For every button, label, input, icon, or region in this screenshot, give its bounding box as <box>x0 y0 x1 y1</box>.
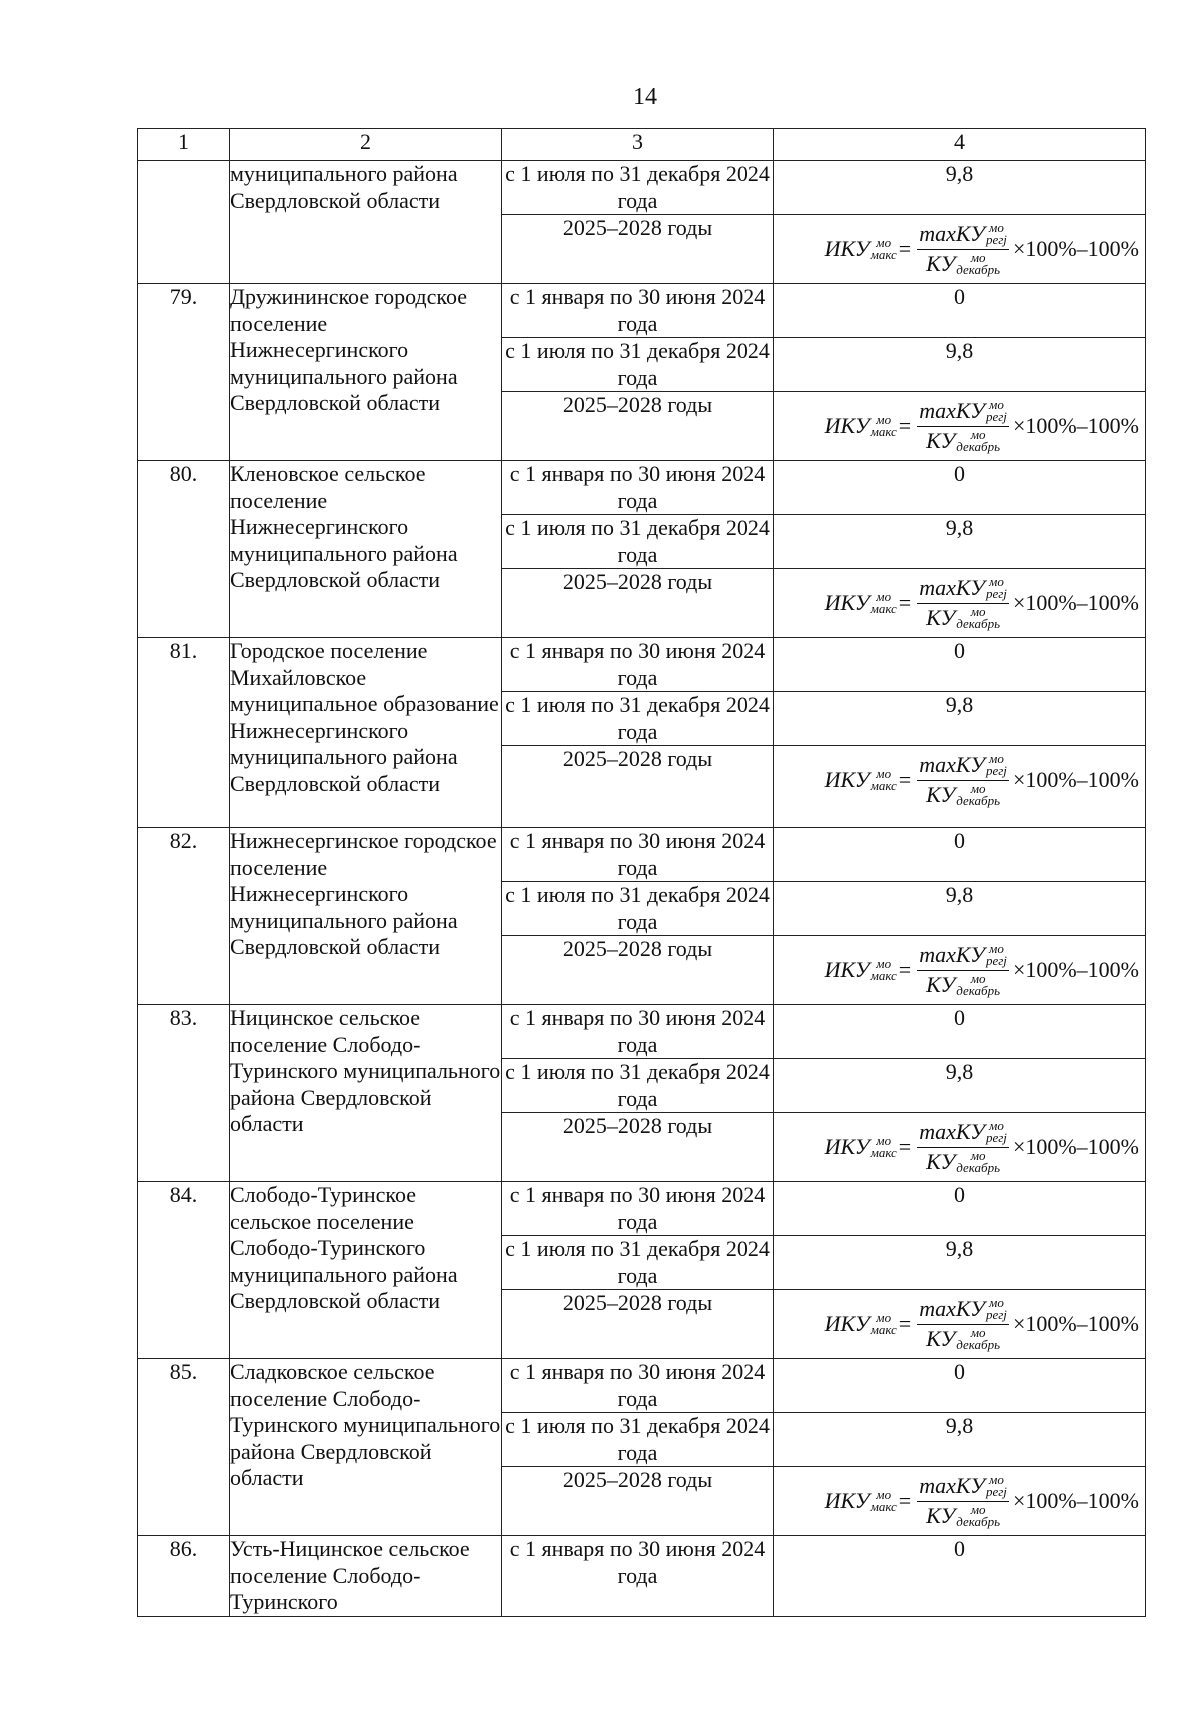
formula-tail: ×100%–100% <box>1012 956 1139 982</box>
formula-lhs-sub: макс <box>870 1145 897 1160</box>
formula-cell <box>774 1290 1146 1359</box>
period-cell: с 1 июля по 31 декабря 2024 года <box>502 692 774 746</box>
formula-fraction <box>917 221 1009 277</box>
formula-den-sub: декабрь <box>956 1159 1000 1175</box>
formula-denominator: КУ <box>926 1325 956 1351</box>
formula-fraction <box>917 575 1009 631</box>
period-cell: с 1 июля по 31 декабря 2024 года <box>502 515 774 569</box>
period-cell: с 1 июля по 31 декабря 2024 года <box>502 1413 774 1467</box>
index-formula <box>774 936 1145 998</box>
formula-lhs-sup: мо <box>876 412 892 427</box>
formula-lhs-sup: мо <box>876 1133 892 1148</box>
period-cell: 2025–2028 годы <box>502 1290 774 1359</box>
formula-eq: = <box>898 412 912 438</box>
formula-numerator: maxКУ <box>919 221 985 246</box>
formula-num-sub: регj <box>985 1307 1007 1323</box>
formula-lhs-sup: мо <box>876 956 892 971</box>
formula-fraction <box>917 942 1009 998</box>
formula-lhs-sup: мо <box>876 235 892 250</box>
formula-lhs-sup: мо <box>876 1310 892 1325</box>
formula-cell <box>774 569 1146 638</box>
index-formula <box>774 1113 1145 1175</box>
table-row <box>138 1359 1146 1413</box>
formula-lhs-sub: макс <box>870 968 897 983</box>
formula-den-sup: мо <box>970 426 986 442</box>
formula-num-sup: мо <box>989 397 1004 413</box>
formula-lhs-sup: мо <box>876 766 892 781</box>
header-row <box>138 129 1146 161</box>
formula-cell <box>774 392 1146 461</box>
formula-den-sub: декабрь <box>956 792 1000 808</box>
index-value: 0 <box>774 1536 1146 1617</box>
formula-num-sup: мо <box>989 941 1004 957</box>
index-formula <box>774 746 1145 808</box>
period-cell: 2025–2028 годы <box>502 1113 774 1182</box>
period-cell: 2025–2028 годы <box>502 215 774 284</box>
row-number: 83. <box>138 1005 230 1182</box>
period-cell: 2025–2028 годы <box>502 746 774 828</box>
formula-num-sub: регj <box>985 953 1007 969</box>
formula-lhs: ИКУ <box>824 1487 870 1513</box>
formula-den-sub: декабрь <box>956 261 1000 277</box>
continuation-row <box>138 161 1146 215</box>
row-number <box>138 161 230 284</box>
formula-fraction <box>917 1473 1009 1529</box>
tariff-table <box>137 128 1146 1617</box>
formula-num-sub: регj <box>985 409 1007 425</box>
formula-num-sub: регj <box>985 586 1007 602</box>
period-cell: с 1 июля по 31 декабря 2024 года <box>502 161 774 215</box>
formula-tail: ×100%–100% <box>1012 766 1139 792</box>
formula-numerator: maxКУ <box>919 752 985 777</box>
formula-lhs-sub: макс <box>870 1499 897 1514</box>
formula-denominator: КУ <box>926 250 956 276</box>
row-number: 79. <box>138 284 230 461</box>
table-row <box>138 1005 1146 1059</box>
formula-lhs: ИКУ <box>824 589 870 615</box>
index-value: 9,8 <box>774 161 1146 215</box>
formula-fraction <box>917 1119 1009 1175</box>
index-formula <box>774 1290 1145 1352</box>
formula-denominator: КУ <box>926 781 956 807</box>
index-formula <box>774 569 1145 631</box>
formula-lhs-sub: макс <box>870 1322 897 1337</box>
formula-eq: = <box>898 766 912 792</box>
formula-cell <box>774 215 1146 284</box>
formula-cell <box>774 936 1146 1005</box>
row-number: 85. <box>138 1359 230 1536</box>
municipality-name: Дружининское городское поселение Нижнесергинского муниципального района Свердловской области <box>230 284 502 461</box>
index-value: 0 <box>774 1359 1146 1413</box>
formula-lhs-sub: макс <box>870 601 897 616</box>
formula-fraction <box>917 752 1009 808</box>
formula-den-sup: мо <box>970 1324 986 1340</box>
period-cell: с 1 июля по 31 декабря 2024 года <box>502 338 774 392</box>
period-cell: с 1 января по 30 июня 2024 года <box>502 638 774 692</box>
formula-denominator: КУ <box>926 604 956 630</box>
formula-num-sup: мо <box>989 574 1004 590</box>
index-value: 9,8 <box>774 1413 1146 1467</box>
header-col-2: 2 <box>230 129 502 161</box>
page-number: 14 <box>633 84 657 110</box>
period-cell: с 1 января по 30 июня 2024 года <box>502 1182 774 1236</box>
index-formula <box>774 215 1145 277</box>
formula-fraction <box>917 1296 1009 1352</box>
period-cell: 2025–2028 годы <box>502 569 774 638</box>
formula-den-sup: мо <box>970 1501 986 1517</box>
municipality-name: Слободо-Туринское сельское поселение Слободо-Туринского муниципального района Свердловской области <box>230 1182 502 1359</box>
formula-fraction <box>917 398 1009 454</box>
table-row <box>138 828 1146 882</box>
formula-lhs: ИКУ <box>824 412 870 438</box>
row-number: 82. <box>138 828 230 1005</box>
header-col-4: 4 <box>774 129 1146 161</box>
index-value: 9,8 <box>774 1059 1146 1113</box>
formula-numerator: maxКУ <box>919 1473 985 1498</box>
table-row <box>138 1182 1146 1236</box>
header-col-1: 1 <box>138 129 230 161</box>
formula-den-sup: мо <box>970 970 986 986</box>
formula-lhs: ИКУ <box>824 235 870 261</box>
formula-cell <box>774 1467 1146 1536</box>
formula-num-sub: регj <box>985 763 1007 779</box>
row-number: 81. <box>138 638 230 828</box>
formula-numerator: maxКУ <box>919 1119 985 1144</box>
formula-tail: ×100%–100% <box>1012 1487 1139 1513</box>
formula-lhs-sup: мо <box>876 589 892 604</box>
formula-denominator: КУ <box>926 1502 956 1528</box>
formula-eq: = <box>898 1487 912 1513</box>
period-cell: с 1 января по 30 июня 2024 года <box>502 461 774 515</box>
formula-lhs: ИКУ <box>824 956 870 982</box>
formula-denominator: КУ <box>926 971 956 997</box>
formula-numerator: maxКУ <box>919 398 985 423</box>
index-value: 9,8 <box>774 515 1146 569</box>
table-row <box>138 461 1146 515</box>
index-value: 0 <box>774 1182 1146 1236</box>
formula-denominator: КУ <box>926 427 956 453</box>
formula-den-sup: мо <box>970 1147 986 1163</box>
formula-lhs-sub: макс <box>870 778 897 793</box>
table-row <box>138 284 1146 338</box>
period-cell: с 1 января по 30 июня 2024 года <box>502 1536 774 1617</box>
formula-tail: ×100%–100% <box>1012 589 1139 615</box>
formula-num-sup: мо <box>989 1118 1004 1134</box>
municipality-name: Нижнесергинское городское поселение Нижнесергинского муниципального района Свердловской области <box>230 828 502 1005</box>
formula-eq: = <box>898 235 912 261</box>
formula-den-sub: декабрь <box>956 1336 1000 1352</box>
period-cell: с 1 января по 30 июня 2024 года <box>502 828 774 882</box>
formula-eq: = <box>898 956 912 982</box>
formula-num-sup: мо <box>989 1295 1004 1311</box>
municipality-name: Городское поселение Михайловское муниципальное образование Нижнесергинского муниципального района Свердловской области <box>230 638 502 828</box>
index-value: 0 <box>774 461 1146 515</box>
formula-lhs: ИКУ <box>824 1133 870 1159</box>
table-row <box>138 638 1146 692</box>
formula-denominator: КУ <box>926 1148 956 1174</box>
header-col-3: 3 <box>502 129 774 161</box>
formula-tail: ×100%–100% <box>1012 1133 1139 1159</box>
formula-den-sub: декабрь <box>956 1513 1000 1529</box>
table-row <box>138 1536 1146 1617</box>
formula-lhs-sub: макс <box>870 247 897 262</box>
formula-eq: = <box>898 589 912 615</box>
index-value: 0 <box>774 284 1146 338</box>
index-value: 9,8 <box>774 692 1146 746</box>
formula-num-sub: регj <box>985 232 1007 248</box>
period-cell: с 1 июля по 31 декабря 2024 года <box>502 1059 774 1113</box>
municipality-name: Кленовское сельское поселение Нижнесергинского муниципального района Свердловской области <box>230 461 502 638</box>
period-cell: 2025–2028 годы <box>502 392 774 461</box>
formula-numerator: maxКУ <box>919 1296 985 1321</box>
formula-tail: ×100%–100% <box>1012 1310 1139 1336</box>
index-value: 9,8 <box>774 1236 1146 1290</box>
index-value: 9,8 <box>774 882 1146 936</box>
formula-den-sup: мо <box>970 249 986 265</box>
formula-numerator: maxКУ <box>919 942 985 967</box>
index-formula <box>774 1467 1145 1529</box>
period-cell: 2025–2028 годы <box>502 1467 774 1536</box>
period-cell: с 1 июля по 31 декабря 2024 года <box>502 1236 774 1290</box>
municipality-name: Сладковское сельское поселение Слободо-Туринского муниципального района Свердловской области <box>230 1359 502 1536</box>
formula-den-sup: мо <box>970 780 986 796</box>
formula-den-sub: декабрь <box>956 615 1000 631</box>
formula-eq: = <box>898 1133 912 1159</box>
formula-lhs: ИКУ <box>824 1310 870 1336</box>
formula-cell <box>774 1113 1146 1182</box>
municipality-name: Ницинское сельское поселение Слободо-Туринского муниципального района Свердловской области <box>230 1005 502 1182</box>
formula-numerator: maxКУ <box>919 575 985 600</box>
index-value: 0 <box>774 828 1146 882</box>
formula-num-sup: мо <box>989 1472 1004 1488</box>
formula-lhs-sup: мо <box>876 1487 892 1502</box>
formula-eq: = <box>898 1310 912 1336</box>
index-formula <box>774 392 1145 454</box>
period-cell: с 1 июля по 31 декабря 2024 года <box>502 882 774 936</box>
formula-den-sup: мо <box>970 603 986 619</box>
row-number: 86. <box>138 1536 230 1617</box>
formula-lhs: ИКУ <box>824 766 870 792</box>
period-cell: с 1 января по 30 июня 2024 года <box>502 1359 774 1413</box>
formula-den-sub: декабрь <box>956 438 1000 454</box>
index-value: 0 <box>774 1005 1146 1059</box>
formula-num-sup: мо <box>989 220 1004 236</box>
formula-num-sup: мо <box>989 751 1004 767</box>
formula-num-sub: регj <box>985 1484 1007 1500</box>
index-value: 9,8 <box>774 338 1146 392</box>
formula-tail: ×100%–100% <box>1012 235 1139 261</box>
row-number: 80. <box>138 461 230 638</box>
formula-lhs-sub: макс <box>870 424 897 439</box>
row-number: 84. <box>138 1182 230 1359</box>
period-cell: с 1 января по 30 июня 2024 года <box>502 284 774 338</box>
period-cell: с 1 января по 30 июня 2024 года <box>502 1005 774 1059</box>
formula-cell <box>774 746 1146 828</box>
period-cell: 2025–2028 годы <box>502 936 774 1005</box>
municipality-name: Усть-Ницинское сельское поселение Слободо-Туринского <box>230 1536 502 1617</box>
municipality-name: муниципального района Свердловской области <box>230 161 502 284</box>
formula-tail: ×100%–100% <box>1012 412 1139 438</box>
formula-den-sub: декабрь <box>956 982 1000 998</box>
index-value: 0 <box>774 638 1146 692</box>
formula-num-sub: регj <box>985 1130 1007 1146</box>
